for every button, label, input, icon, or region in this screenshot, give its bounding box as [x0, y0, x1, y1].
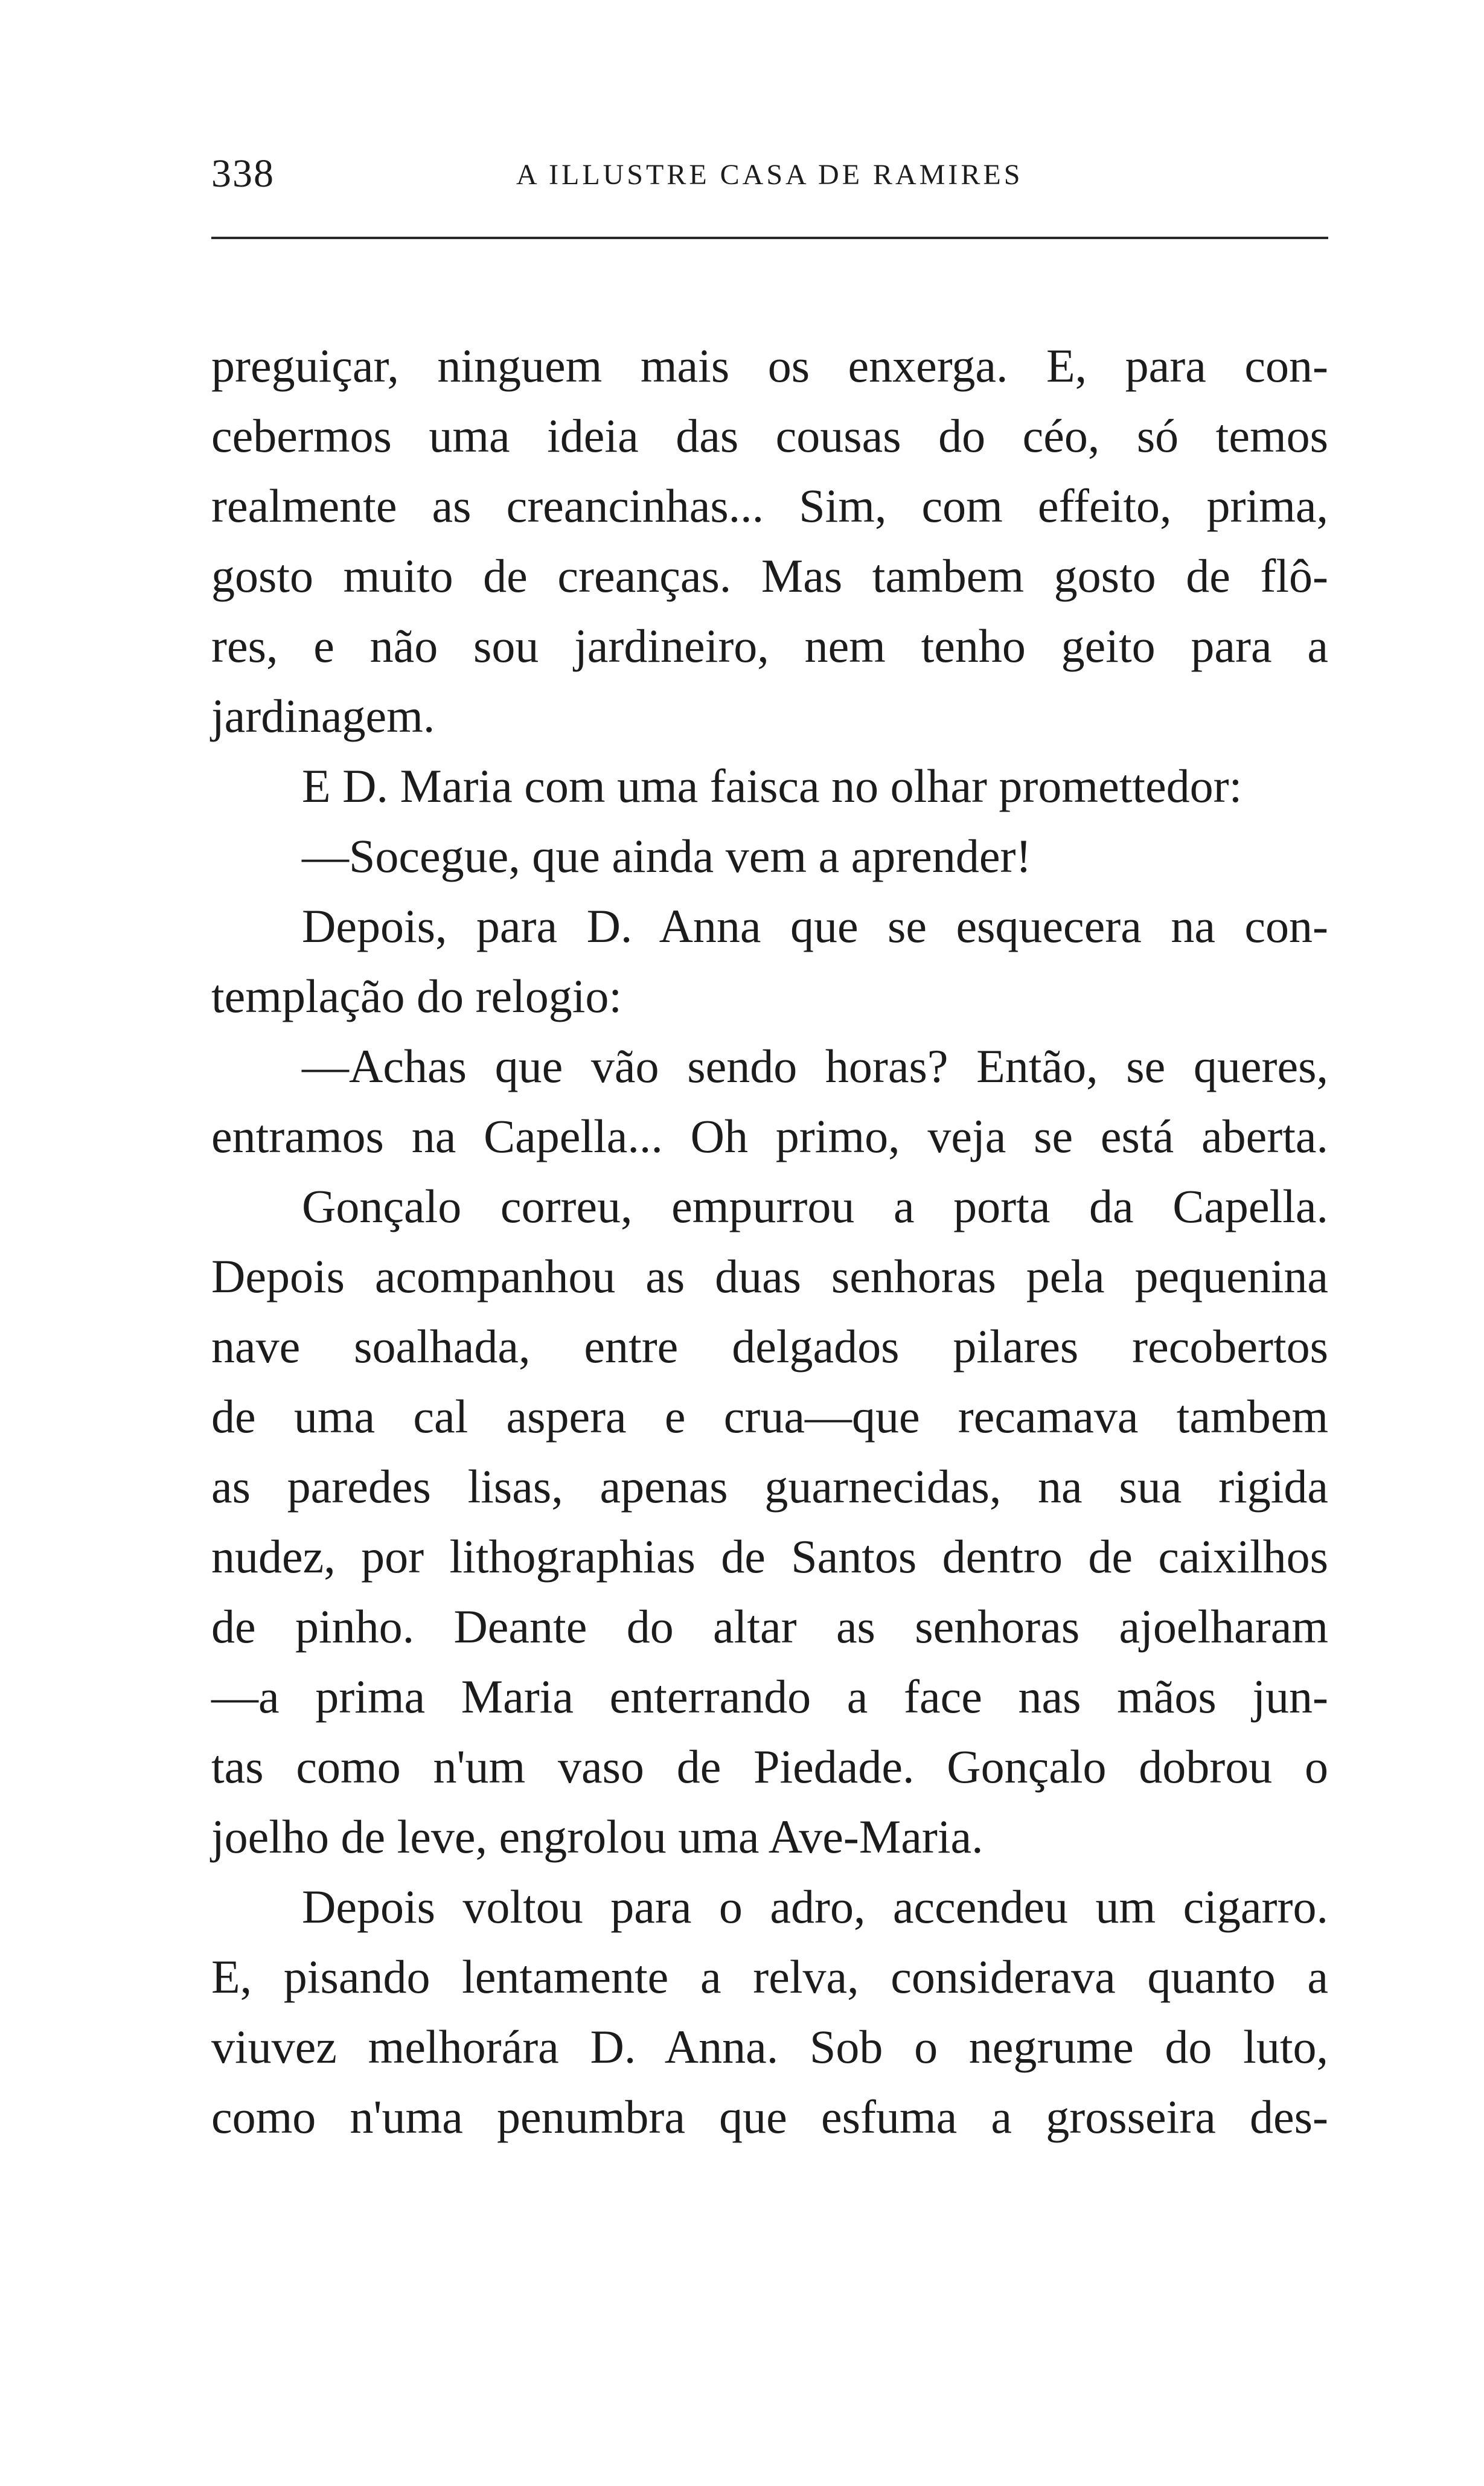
text-line: Depois voltou para o adro, accendeu um cigarro. — [302, 1880, 1328, 1933]
text-line: gosto muito de creanças. Mas tambem gosto de flô- — [211, 549, 1328, 602]
text-line: tas como n'um vaso de Piedade. Gonçalo dobrou o — [211, 1740, 1328, 1793]
text-line: cebermos uma ideia das cousas do céo, só temos — [211, 409, 1328, 462]
body-text — [211, 331, 1328, 2152]
header-rule — [211, 237, 1328, 239]
text-line: como n'uma penumbra que esfuma a grosseira des- — [211, 2090, 1328, 2143]
text-line: Depois acompanhou as duas senhoras pela pequenina — [211, 1250, 1328, 1302]
running-header — [211, 151, 1328, 205]
text-line: nudez, por lithographias de Santos dentro de caixilhos — [211, 1530, 1328, 1583]
text-line: —Achas que vão sendo horas? Então, se queres, — [302, 1040, 1328, 1092]
text-line: —Socegue, que ainda vem a aprender! — [302, 830, 1032, 882]
text-line: E D. Maria com uma faisca no olhar promettedor: — [302, 760, 1243, 812]
text-line: as paredes lisas, apenas guarnecidas, na sua rigida — [211, 1460, 1328, 1513]
text-line: de uma cal aspera e crua—que recamava tambem — [211, 1390, 1328, 1443]
running-title: A ILLUSTRE CASA DE RAMIRES — [516, 159, 1023, 191]
text-line: res, e não sou jardineiro, nem tenho geito para a — [211, 620, 1328, 672]
text-line: viuvez melhorára D. Anna. Sob o negrume do luto, — [211, 2020, 1328, 2073]
text-line: jardinagem. — [211, 690, 435, 742]
page-number: 338 — [211, 152, 275, 196]
text-line: —a prima Maria enterrando a face nas mãos jun- — [211, 1670, 1328, 1723]
text-line: templação do relogio: — [211, 970, 622, 1022]
text-line: Gonçalo correu, empurrou a porta da Capella. — [302, 1180, 1328, 1232]
text-line: entramos na Capella... Oh primo, veja se está aberta. — [211, 1110, 1328, 1162]
text-line: de pinho. Deante do altar as senhoras ajoelharam — [211, 1600, 1328, 1653]
text-line: preguiçar, ninguem mais os enxerga. E, para con- — [211, 339, 1328, 392]
text-line: nave soalhada, entre delgados pilares recobertos — [211, 1320, 1328, 1373]
text-line: E, pisando lentamente a relva, considerava quanto a — [211, 1950, 1328, 2003]
text-line: realmente as creancinhas... Sim, com effeito, prima, — [211, 479, 1328, 532]
text-line: Depois, para D. Anna que se esquecera na con- — [302, 900, 1328, 952]
text-line: joelho de leve, engrolou uma Ave-Maria. — [211, 1810, 983, 1863]
